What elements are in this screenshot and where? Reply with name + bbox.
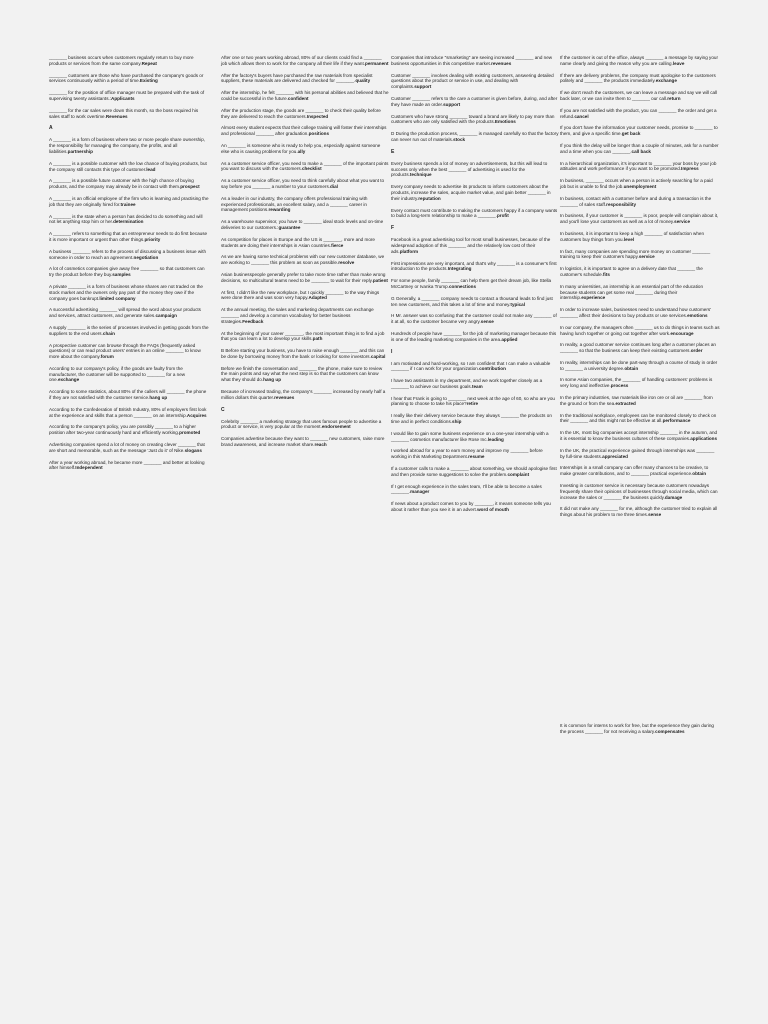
- answer-text: call back: [631, 148, 651, 154]
- question-text: Companies that introduce "smarketing" are seeing increased _______ and new business opportunities in this competitive market.: [391, 55, 553, 66]
- question-text: Advertising companies spend a lot of money on creating clever _______ that are short and memorable, such as the message 'Just do it' of Nike.: [49, 442, 205, 453]
- section-letter: E: [391, 148, 395, 155]
- answer-text: chain: [102, 330, 115, 336]
- answer-text: Integrating: [447, 266, 472, 272]
- answer-text: hang up: [149, 395, 168, 401]
- question-text: For some people, family _______ can help them get their dream job, like Stella McCartney or Ivanka Trump.: [391, 278, 552, 289]
- answer-text: fierce: [331, 242, 344, 248]
- answer-text: sense: [480, 319, 494, 325]
- question-item: [560, 196, 720, 208]
- question-text: In business, contact with a customer before and during a transaction is the _______ of sales staff.: [560, 195, 712, 207]
- question-item: [391, 501, 559, 513]
- question-item: [221, 90, 389, 102]
- question-text: Internships in a small company can offer many chances to be creative, to make greater contributions, and to _______ practical experience.: [560, 465, 709, 477]
- answer-text: reach: [314, 442, 327, 448]
- answer-text: Acquires: [186, 412, 207, 418]
- question-item: [560, 143, 720, 155]
- answer-text: encourage: [670, 330, 694, 336]
- question-item: [560, 108, 720, 120]
- question-item: [560, 178, 720, 190]
- question-text: As we are having some technical problems with our new customer database, we are working to _______ this problem as soon as possible.: [221, 254, 385, 266]
- question-text: If I get enough experience in the sales team, I'll be able to become a sales _______.: [391, 483, 542, 495]
- question-text: A successful advertising _______ will spread the word about your products and services, attract customers, and generate sales.: [49, 307, 201, 319]
- question-item: [49, 249, 209, 261]
- question-item: [560, 377, 720, 389]
- question-text: After a year working abroad, he became more _______ and better at looking after himself.: [49, 459, 205, 471]
- question-text: B Before starting your business, you have to raise enough _______ and this can be done by borrowing money from the bank or looking for some investors.: [221, 348, 385, 359]
- question-item: [391, 278, 559, 290]
- question-item: [221, 143, 389, 155]
- question-item: [49, 214, 209, 226]
- question-item: [49, 424, 209, 436]
- question-text: If you think the delay will be longer than a couple of minutes, ask for a number and a time when you can _______.: [560, 142, 719, 154]
- question-text: A _______ refers to something that an entrepreneur needs to do first because it is more important or urgent than other things.: [49, 231, 208, 242]
- question-item: [49, 407, 209, 419]
- answer-text: manager: [410, 489, 430, 495]
- question-item: [221, 125, 389, 137]
- answer-text: Existing: [139, 78, 158, 84]
- answer-text: retire: [466, 401, 479, 407]
- question-text: I have two assistants in my department, and we work together closely as a _______ to achieve our business goals.: [391, 378, 543, 389]
- question-text: If we don't reach the customers, we can leave a message and say we will call back later, or we can invite them to _______ our call.: [560, 90, 718, 101]
- question-item: [221, 290, 389, 302]
- question-text: Customer _______ involves dealing with existing customers, answering detailed questions about the product or service in use, and dealing with complaints.: [391, 72, 554, 90]
- question-text: After the internship, he felt _______ with his personal abilities and believed that he could be successful in the future.: [221, 90, 389, 101]
- question-text: After one or two years working abroad, 80% of our clients could find a _______ job which allows them to work for the company all their life if they want.: [221, 55, 382, 66]
- question-item: [221, 178, 389, 190]
- answer-text: permanent: [365, 60, 389, 66]
- question-text: In business, it is important to keep a high _______ of satisfaction when customers buy things from you.: [560, 230, 705, 242]
- question-item: [560, 284, 720, 301]
- question-text: A _______ is an official employee of the firm who is learning and practising the job that they are originally hired for.: [49, 195, 209, 207]
- question-text: In a hierarchical organization, it's important to _______ your boss by your job attitudes and work performance if you want to be promoted.: [560, 160, 717, 172]
- answer-text: connections: [448, 283, 477, 289]
- answer-text: promoted: [179, 430, 201, 436]
- question-item: [391, 161, 559, 178]
- question-text: In the primary industries, raw materials like iron ore or oil are _______ from the ground or from the sea.: [560, 395, 713, 406]
- question-text: If a customer calls to make a _______ about something, we should apologise first and then provide some suggestions to solve the problem.: [391, 466, 557, 477]
- question-text: A private _______ is a form of business whose shares are not traded on the stock market and the owners only pay part of the money they owe if the company goes bankrupt.: [49, 283, 203, 301]
- answer-text: order: [690, 348, 703, 354]
- answer-text: reputation: [418, 195, 441, 201]
- question-item: [221, 272, 389, 284]
- section-letter: I: [391, 348, 393, 355]
- answer-text: responsibility: [606, 201, 637, 207]
- question-item: [391, 378, 559, 390]
- question-text: D During the production process, _______ is managed carefully so that the factory can never run out of materials.: [391, 131, 559, 142]
- answer-text: trainee: [120, 201, 136, 207]
- question-item: [49, 343, 209, 360]
- question-text: According to our company's policy, if the goods are faulty from the manufacturer, the customer will be supported to _______ for a new one.: [49, 365, 186, 383]
- question-text: A _______ is a form of business where two or more people share ownership, the responsibility for managing the company, the profits, and all liabilities.: [49, 137, 206, 154]
- question-text: In the UK, most big companies accept internship _______ in the autumn, and it is essential to know the business cultures of these companies.: [560, 430, 718, 442]
- section-letter: F: [391, 225, 395, 232]
- question-item: [391, 208, 559, 220]
- answer-text: capital: [370, 353, 386, 359]
- question-text: H Mr. answer was so confusing that the customer could not make any _______ of it at all, so the customer became very angry.: [391, 313, 557, 325]
- answer-text: Independent: [75, 465, 103, 471]
- question-item: [49, 389, 209, 401]
- question-text: In the UK, the practical experience gained through internships was _______ by full-time students.: [560, 447, 715, 459]
- question-text: I would like to gain some business experience on a one-year internship with a _______ cosmetics manufacturer like Rose Inc.: [391, 430, 549, 442]
- question-text: First impressions are very important, and that's why _______ is a consumer's first introduction to the products.: [391, 260, 557, 272]
- question-item: [391, 55, 559, 67]
- question-text: _______ business occurs when customers regularly return to buy more products or services from the same company.: [49, 55, 194, 66]
- answer-text: team: [471, 383, 483, 389]
- question-text: Facebook is a great advertising tool for most small businesses, because of the widespread adoption of this _______ and the relatively low cost of their ads.: [391, 237, 551, 254]
- answer-text: leave: [672, 60, 685, 66]
- answer-text: ship: [452, 419, 462, 425]
- answer-text: negotiation: [133, 254, 159, 260]
- question-item: [221, 219, 389, 231]
- footer-question: [560, 723, 720, 741]
- question-item: [391, 313, 559, 325]
- question-item: [221, 237, 389, 249]
- question-item: [560, 213, 720, 225]
- answer-text: checklist: [301, 166, 322, 172]
- question-item: [49, 73, 209, 85]
- answer-text: positions: [308, 131, 330, 137]
- question-text: Before we finish the conversation and _______ the phone, make sure to review the main points and say what the next step is so that the customers can know what they should do.: [221, 365, 383, 383]
- column-3: [391, 55, 559, 519]
- question-item: [221, 307, 389, 324]
- answer-text: stock: [453, 136, 466, 142]
- answer-text: guarantee: [278, 224, 301, 230]
- question-item: [560, 342, 720, 354]
- question-item: [560, 231, 720, 243]
- answer-text: exchange: [57, 377, 80, 383]
- question-item: [560, 448, 720, 460]
- question-item: [560, 73, 720, 85]
- answer-text: dial: [330, 183, 338, 189]
- answer-text: partnership: [67, 148, 93, 154]
- question-item: [221, 108, 389, 120]
- answer-text: process: [610, 383, 629, 389]
- answer-text: revenues: [274, 394, 295, 400]
- question-item: [391, 237, 559, 254]
- answer-text: extracted: [615, 400, 636, 406]
- answer-text: complaint: [507, 471, 530, 477]
- question-text: In reality, a good customer service continues long after a customer places an _______ so that the business can keep their existing customers.: [560, 342, 716, 354]
- answer-text: obtain: [692, 471, 707, 477]
- question-item: [221, 161, 389, 173]
- answer-text: campaign: [155, 313, 177, 319]
- question-text: If news about a product comes to you by _______, it means someone tells you about it rather than you see it in an advert.: [391, 501, 551, 513]
- question-text: As competition for places in Europe and the US is _______, more and more students are doing their internships in Asian countries.: [221, 236, 375, 248]
- answer-text: resolve: [338, 260, 355, 266]
- question-text: In fact, many companies are spending more money on customer _______ training to keep their customers happy.: [560, 248, 711, 260]
- question-item: [560, 161, 720, 173]
- question-item: [560, 307, 720, 319]
- question-item: [560, 360, 720, 372]
- answer-text: service: [674, 219, 691, 225]
- question-item: [560, 483, 720, 500]
- question-text: At first, I didn't like the new workplace, but I quickly _______ to the way things were done there and was soon very happy.: [221, 289, 380, 301]
- question-item: [391, 484, 559, 496]
- question-text: It is common for interns to work for free, but the experience they gain during the process _______ for not receiving a salary.: [560, 723, 714, 734]
- answer-text: path: [312, 336, 323, 342]
- answer-text: appreciated: [602, 453, 628, 459]
- answer-text: get back: [621, 131, 641, 137]
- question-text: A _______ is the state when a person has decided to do something and will not let anything stop him or her.: [49, 213, 203, 225]
- question-text: A business _______ refers to the process of discussing a business issue with someone in order to reach an agreement.: [49, 248, 207, 260]
- question-item: [221, 73, 389, 85]
- question-text: As a customer service officer, you need to make a _______ of the important points you want to discuss with the customers.: [221, 160, 389, 172]
- answer-text: platform: [399, 248, 419, 254]
- question-text: In some Asian companies, the _______ of handling customers' problems is very long and ineffective.: [560, 377, 713, 389]
- answer-text: contribution: [479, 366, 506, 372]
- answer-text: slogans: [184, 447, 202, 453]
- question-item: [391, 114, 559, 126]
- answer-text: Inspected: [306, 113, 329, 119]
- question-text: A prospective customer can browse through the FAQs (frequently asked questions) or can read product users' entries in an online _______ to know more about the company.: [49, 342, 201, 360]
- question-item: [49, 90, 209, 102]
- question-item: [49, 266, 209, 278]
- question-text: As a leader in our industry, the company offers professional training with experienced professionals, an excellent salary, and a _______ career in management positions.: [221, 195, 368, 213]
- answer-text: Applicants: [111, 95, 135, 101]
- answer-text: profit: [496, 213, 509, 219]
- answer-text: Adapted: [308, 295, 327, 301]
- answer-text: leading: [487, 436, 504, 442]
- question-text: According to the company's policy, you are possibly _______ to a higher position after two-year continuously hard and efficiently working.: [49, 424, 196, 436]
- question-item: [560, 90, 720, 102]
- question-item: [560, 413, 720, 425]
- answer-text: applied: [501, 336, 518, 342]
- section-letter: C: [221, 406, 225, 413]
- question-item: [221, 366, 389, 383]
- question-item: [49, 161, 209, 173]
- question-item: [391, 361, 559, 373]
- question-text: Customer _______ refers to the care a customer is given before, during, and after they have made an order.: [391, 95, 558, 107]
- answer-text: fits: [603, 271, 610, 277]
- question-item: [391, 396, 559, 408]
- question-item: [560, 465, 720, 477]
- column-1: [49, 55, 209, 477]
- question-item: [49, 366, 209, 383]
- question-item: [221, 196, 389, 213]
- answer-text: performance: [662, 418, 691, 424]
- answer-text: obtain: [624, 365, 639, 371]
- question-item: [391, 331, 559, 343]
- answer-text: Emotions: [494, 119, 516, 125]
- question-text: In reality, internships can be done part-way through a course of study in order to _______ a university degree.: [560, 359, 718, 371]
- question-text: If you don't have the information your customer needs, promise to _______ to them, and give a specific time.: [560, 125, 718, 137]
- answer-text: patient: [372, 277, 388, 283]
- question-text: In the traditional workplace, employees can be monitored closely to check on their _______ and this might not be effective at all.: [560, 412, 717, 424]
- question-text: I worked abroad for a year to earn money and improve my _______ before working in this Marketing Department.: [391, 448, 543, 460]
- question-text: G Generally, a _______ company needs to contact a thousand leads to find just ten new customers, and this takes a lot of time and money.: [391, 295, 553, 307]
- question-text: Every company needs to advertise its products to inform customers about the products, increase the sales, acquire market value, and gain better _______ in their industry.: [391, 184, 551, 201]
- question-text: According to some statistics, about 80% of the callers will _______ the phone if they are not satisfied with the customer service.: [49, 389, 207, 401]
- question-item: [391, 431, 559, 443]
- answer-text: samples: [112, 272, 131, 278]
- answer-text: support: [443, 101, 461, 107]
- answer-text: service: [638, 254, 655, 260]
- question-item: [49, 137, 209, 154]
- question-item: [49, 178, 209, 190]
- answer-text: typical: [510, 301, 525, 307]
- question-text: In order to increase sales, businesses need to understand how customers' _______ affect their decisions to buy products or use services.: [560, 307, 712, 318]
- answer-text: word of mouth: [477, 507, 509, 513]
- answer-text: Feedback: [242, 318, 264, 324]
- answer-text: technique: [409, 172, 432, 178]
- question-item: [391, 131, 559, 143]
- question-item: [560, 55, 720, 67]
- question-text: At the beginning of your career _______, the most important thing is to find a job that you can learn a lot to develop your skills.: [221, 330, 385, 342]
- question-text: Asian businesspeople generally prefer to take more time rather than make wrong decisions, so multicultural teams need to be _______ to wait for their reply.: [221, 271, 386, 283]
- answer-text: Repeat: [141, 60, 157, 66]
- answer-text: level: [623, 236, 635, 242]
- answer-text: limited company: [99, 295, 136, 301]
- question-text: According to the Confederation of British Industry, 80% of employers first look at the experience and skills that a person _______ on an internship.: [49, 406, 207, 418]
- question-text: Hundreds of people have _______ for the job of marketing manager because this is one of the leading marketing companies in the area.: [391, 330, 557, 342]
- question-item: [391, 73, 559, 90]
- question-item: [560, 430, 720, 442]
- question-text: Because of increased trading, the company's _______ increased by nearly half a million dollars this quarter.: [221, 389, 386, 400]
- question-item: [391, 296, 559, 308]
- question-item: [221, 55, 389, 67]
- answer-text: hang up: [263, 377, 282, 383]
- question-item: [391, 466, 559, 478]
- question-item: [221, 389, 389, 401]
- answer-text: damage: [664, 494, 683, 500]
- question-text: After the factory's buyers have purchased the raw materials from specialist suppliers, these materials are delivered and checked for _______.: [221, 72, 373, 84]
- question-text: _______ for the car sales were down this month, so the boss required his sales staff to work overtime.: [49, 107, 199, 119]
- answer-text: determination: [113, 219, 144, 225]
- column-2: [221, 55, 389, 454]
- question-item: [221, 419, 389, 431]
- question-text: It did not make any _______ for me, although the customer tried to explain all things about his problem to me three times.: [560, 506, 718, 518]
- question-item: [49, 108, 209, 120]
- question-text: After the production stage, the goods are _______ to check their quality before they are delivered to reach the customers.: [221, 107, 381, 119]
- answer-text: experience: [581, 295, 606, 301]
- question-text: If the customer is out of the office, always _______ a message by saying your name clearly and giving the reason why you are calling.: [560, 55, 718, 66]
- answer-text: support: [414, 84, 432, 90]
- question-text: In business, _______ occurs when a person is actively searching for a paid job but is unable to find the job.: [560, 178, 713, 189]
- answer-text: endorsement: [321, 424, 351, 430]
- question-text: Almost every student expects that their college training will foster their internships and professional _______ after graduation.: [221, 125, 387, 137]
- question-text: _______ customers are those who have purchased the company's goods or services continuously within a period of time.: [49, 72, 204, 84]
- answer-text: rewarding: [268, 207, 291, 213]
- answer-text: compensates: [655, 728, 685, 734]
- section-letter: A: [49, 125, 53, 132]
- question-item: [49, 231, 209, 243]
- answer-text: priority: [144, 236, 161, 242]
- answer-text: return: [667, 95, 681, 101]
- question-text: If you are not satisfied with the product, you can _______ the order and get a refund.: [560, 107, 717, 119]
- column-4: [560, 55, 720, 524]
- question-item: [49, 325, 209, 337]
- question-text: Every contact must contribute to making the customers happy if a company wants to build a long-term relationship to make a _______.: [391, 207, 558, 219]
- question-text: Celebrity _______ a marketing strategy that uses famous people to advertise a product or service, is very popular at the moment.: [221, 418, 382, 430]
- question-text: In our company, the managers often _______ us to do things in teams such as having lunch together or going out together after work.: [560, 324, 720, 336]
- question-text: A lot of cosmetics companies give away free _______ so that customers can try the product before they buy.: [49, 266, 205, 278]
- question-text: If there are delivery problems, the company must apologise to the customers politely and _______ the products immediately.: [560, 72, 716, 84]
- question-item: [49, 307, 209, 319]
- question-text: Customers who have strong _______ toward a brand are likely to pay more than customers who are only satisfied with the products.: [391, 113, 555, 125]
- answer-text: cancel: [574, 113, 589, 119]
- question-item: [49, 284, 209, 301]
- answer-text: ally: [297, 148, 306, 154]
- question-item: [560, 506, 720, 518]
- question-item: [391, 184, 559, 201]
- question-item: [560, 249, 720, 261]
- answer-text: prospect: [180, 184, 200, 190]
- question-item: [221, 348, 389, 360]
- answer-text: resume: [468, 454, 485, 460]
- question-text: I really like their delivery service because they always _______ the products on time and in perfect conditions.: [391, 413, 552, 425]
- question-text: Investing in customer service is necessary because customers nowadays frequently share their opinions of businesses through social media, which can increase the sales or _______ the business quickly.: [560, 483, 718, 500]
- question-text: In business, if your customer is _______ is poor, people will complain about it, and you'll lose your customers as well as a lot of money.: [560, 213, 719, 225]
- question-item: [391, 413, 559, 425]
- question-item: [49, 460, 209, 472]
- answer-text: Revenues: [105, 113, 128, 119]
- question-text: I hear that Frank is going to _______ next week at the age of 60, so who are you planning to choose to take his place?: [391, 395, 555, 407]
- question-item: [49, 55, 209, 67]
- question-item: [560, 266, 720, 278]
- question-item: [49, 196, 209, 208]
- question-text: In logistics, it is important to agree on a delivery date that _______ the customer's schedule.: [560, 266, 703, 277]
- question-text: A _______ is a possible customer with the low chance of buying products, but the company still contacts this type of customer.: [49, 160, 207, 172]
- question-text: As a warehouse supervisor, you have to _______ ideal stock levels and on-time deliveries to our customers.:: [221, 219, 384, 230]
- question-item: [391, 448, 559, 460]
- question-text: Every business spends a lot of money on advertisements, but this will lead to success only when the best _______ of advertising is used for the products.: [391, 160, 548, 178]
- question-text: Companies advertise because they want to _______ new customers, raise more brand awareness, and increase market share.: [221, 436, 385, 448]
- question-text: An _______ is someone who is ready to help you, especially against someone else who is causing problems for you.: [221, 142, 381, 154]
- answer-text: emotions: [687, 312, 708, 318]
- question-item: [560, 325, 720, 337]
- answer-text: applications: [690, 436, 718, 442]
- question-text: A _______ is a possible future customer with the high chance of buying products, and the company may already be in contact with them.: [49, 178, 194, 190]
- answer-text: quality: [355, 78, 371, 84]
- question-item: [391, 96, 559, 108]
- question-item: [49, 442, 209, 454]
- answer-text: exchange: [655, 78, 677, 84]
- question-item: [221, 331, 389, 343]
- question-text: _______ for the position of office manager must be prepared with the task of supervising twenty assistants.:: [49, 90, 205, 101]
- question-text: I am motivated and hard-working, so I am confident that I can make a valuable _______ if I can work for your organization.: [391, 360, 551, 372]
- answer-text: sense: [648, 512, 662, 518]
- answer-text: unemployment: [623, 183, 657, 189]
- question-text: As a customer service officer, you need to think carefully about what you want to say before you _______ a number to your customers.: [221, 178, 385, 189]
- question-item: [221, 436, 389, 448]
- question-item: [221, 254, 389, 266]
- answer-text: forum: [100, 354, 114, 360]
- question-text: At the annual meeting, the sales and marketing departments can exchange _______ and develop a common vocabulary for better business strategies.: [221, 307, 374, 324]
- question-item: [391, 261, 559, 273]
- question-text: In many universities, an internship is an essential part of the education because students can get some real _______ during their internship.: [560, 283, 703, 301]
- answer-text: Impress: [681, 166, 699, 172]
- answer-text: revenues: [491, 60, 512, 66]
- question-item: [560, 125, 720, 137]
- answer-text: lead: [146, 166, 156, 172]
- question-item: [560, 395, 720, 407]
- answer-text: confident: [287, 95, 309, 101]
- question-text: A supply _______ is the series of processes involved in getting goods from the suppliers to the end users.: [49, 324, 209, 336]
